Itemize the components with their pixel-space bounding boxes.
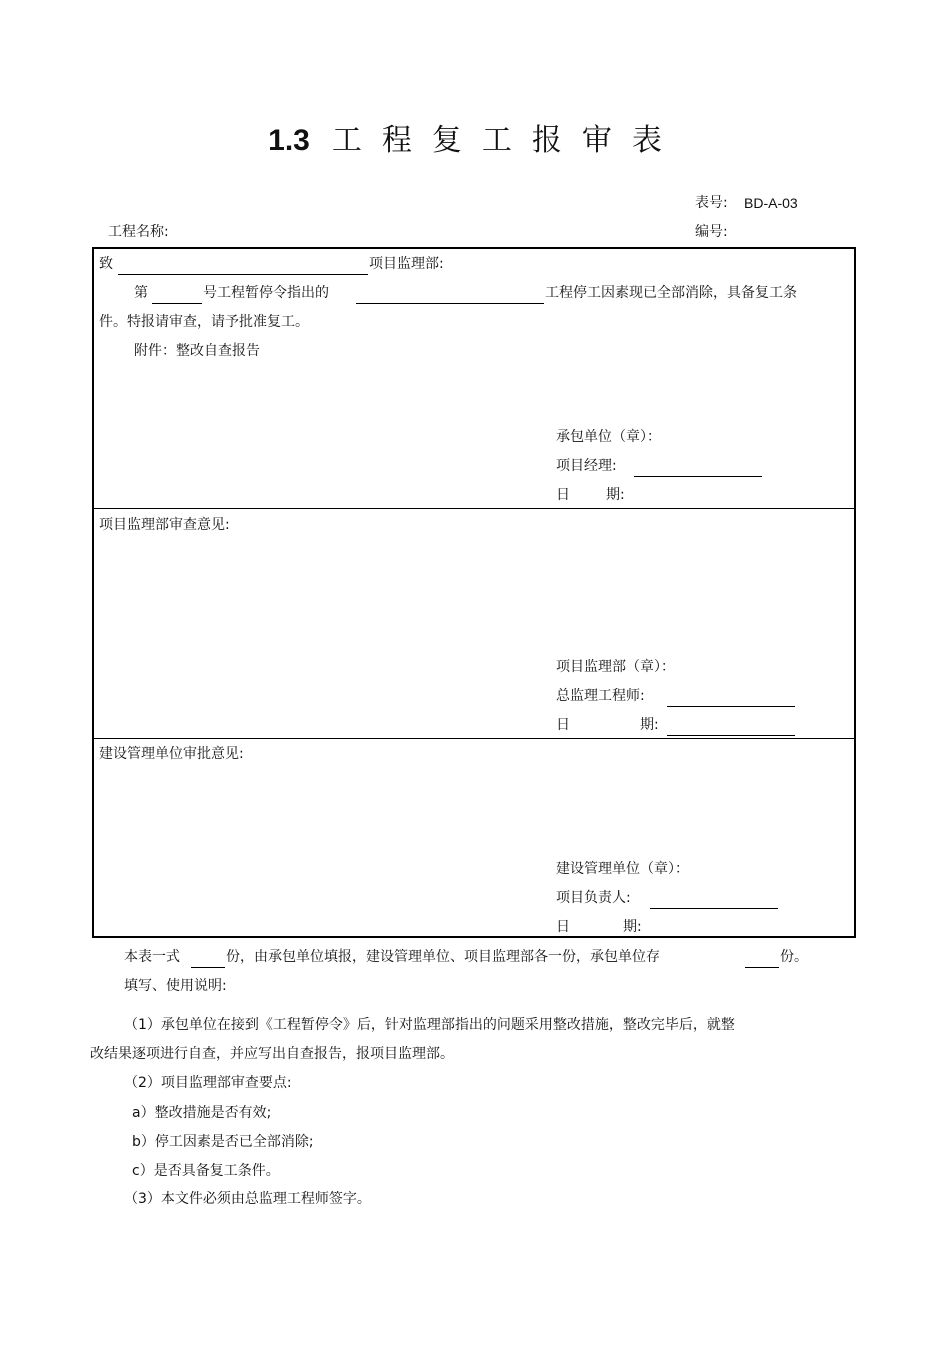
title-number: 1.3 <box>268 124 310 157</box>
section-divider <box>94 738 854 739</box>
note-2a: a）整改措施是否有效; <box>132 1105 272 1121</box>
instructions-title: 填写、使用说明: <box>124 978 227 994</box>
date-label-char1: 日 <box>556 717 570 733</box>
copies-text-c: 份。 <box>780 949 808 965</box>
form-number-label: 表号: <box>695 195 728 211</box>
to-prefix: 致 <box>99 256 113 272</box>
project-manager-label: 项目经理: <box>556 458 617 474</box>
date-label-char1: 日 <box>556 487 570 503</box>
contractor-copies-blank[interactable] <box>745 967 779 968</box>
project-blank[interactable] <box>356 303 544 304</box>
date-label-char2: 期: <box>623 919 642 935</box>
date-label-char2: 期: <box>640 717 659 733</box>
chief-engineer-label: 总监理工程师: <box>556 688 645 704</box>
attachment: 附件：整改自查报告 <box>134 343 260 359</box>
serial-number-label: 编号: <box>695 224 728 240</box>
supervision-date-blank[interactable] <box>667 735 795 736</box>
title-text: 工程复工报审表 <box>331 123 682 158</box>
note-2b: b）停工因素是否已全部消除; <box>132 1134 314 1150</box>
to-suffix: 项目监理部: <box>369 256 444 272</box>
construction-approval-heading: 建设管理单位审批意见: <box>99 746 244 762</box>
line2: 件。特报请审查，请予批准复工。 <box>99 314 309 330</box>
copies-text-a: 本表一式 <box>124 949 180 965</box>
note-1a: （1）承包单位在接到《工程暂停令》后，针对监理部指出的问题采用整改措施，整改完毕后，就整 <box>124 1017 735 1033</box>
construction-date-blank[interactable] <box>650 937 778 938</box>
recipient-blank[interactable] <box>118 274 368 275</box>
project-leader-blank[interactable] <box>650 908 778 909</box>
page-title <box>0 123 950 158</box>
construction-seal-label: 建设管理单位（章）： <box>556 861 689 877</box>
supervision-seal-label: 项目监理部（章）： <box>556 659 675 675</box>
note-2c: c）是否具备复工条件。 <box>132 1163 280 1179</box>
line1-mid: 号工程暂停令指出的 <box>203 285 329 301</box>
date-label-char2: 期: <box>606 487 625 503</box>
note-3: （3）本文件必须由总监理工程师签字。 <box>124 1191 371 1207</box>
line1-prefix: 第 <box>134 285 148 301</box>
order-number-blank[interactable] <box>152 303 202 304</box>
project-name-label: 工程名称: <box>108 224 169 240</box>
contractor-seal-label: 承包单位（章）： <box>556 429 661 445</box>
note-1b: 改结果逐项进行自查，并应写出自查报告，报项目监理部。 <box>90 1046 454 1062</box>
date-label-char1: 日 <box>556 919 570 935</box>
project-manager-blank[interactable] <box>634 476 762 477</box>
copies-text-b: 份，由承包单位填报，建设管理单位、项目监理部各一份，承包单位存 <box>226 949 660 965</box>
supervision-review-heading: 项目监理部审查意见: <box>99 517 230 533</box>
copies-blank[interactable] <box>191 967 225 968</box>
line1-suffix: 工程停工因素现已全部消除，具备复工条 <box>545 285 797 301</box>
chief-engineer-blank[interactable] <box>667 706 795 707</box>
form-number-value: BD-A-03 <box>744 195 798 211</box>
note-2: （2）项目监理部审查要点: <box>124 1075 292 1091</box>
section-divider <box>94 508 854 509</box>
project-leader-label: 项目负责人: <box>556 890 631 906</box>
